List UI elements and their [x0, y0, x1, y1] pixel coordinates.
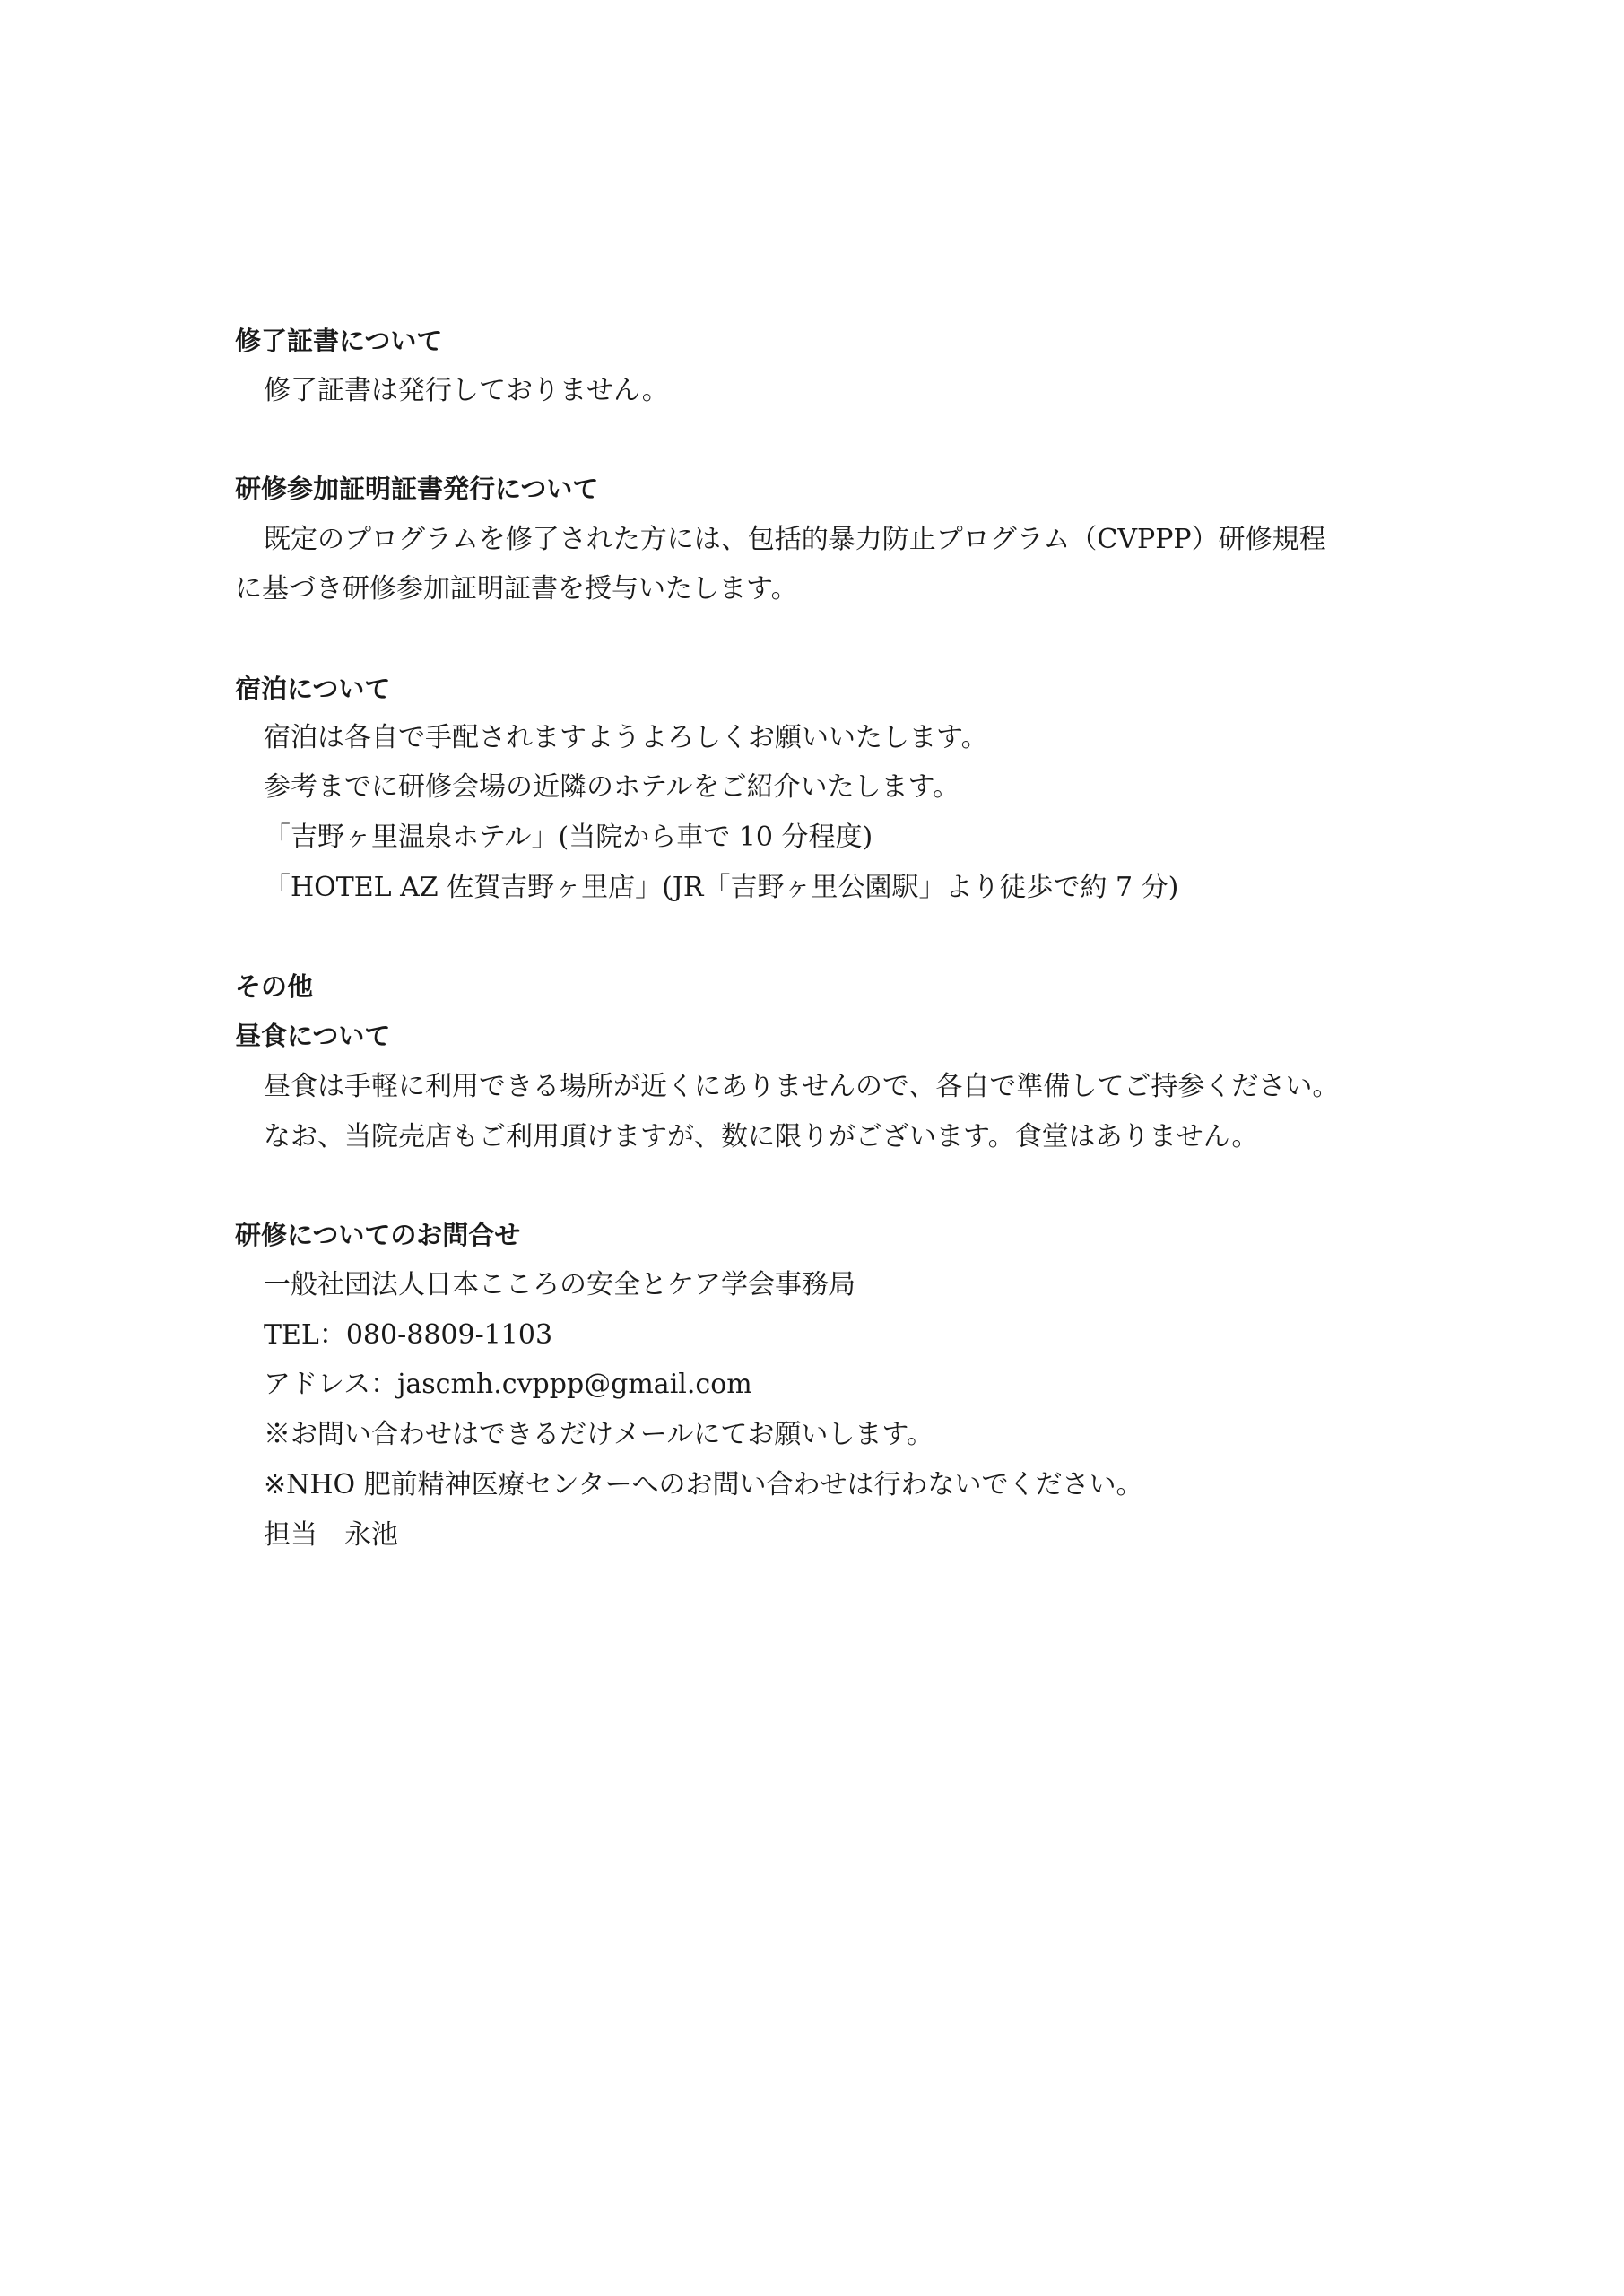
participation-heading: 研修参加証明証書発行について — [235, 474, 599, 504]
participation-text-line: 既定のプログラムを修了された方には、包括的暴力防止プログラム（CVPPP）研修規程 — [264, 524, 1326, 555]
certificate-heading: 修了証書について — [235, 326, 443, 356]
contact-person: 担当 永池 — [264, 1519, 398, 1551]
other-heading: その他 — [235, 971, 314, 1002]
contact-note-line: ※NHO 肥前精神医療センターへのお問い合わせは行わないでください。 — [264, 1469, 1143, 1500]
contact-email: アドレス：jascmh.cvppp@gmail.com — [264, 1369, 752, 1400]
participation-text-line: に基づき研修参加証明証書を授与いたします。 — [235, 573, 798, 604]
contact-organization: 一般社団法人日本こころの安全とケア学会事務局 — [264, 1269, 855, 1300]
contact-note-line: ※お問い合わせはできるだけメールにてお願いします。 — [264, 1419, 934, 1450]
contact-heading: 研修についてのお問合せ — [235, 1220, 521, 1250]
lodging-text-line: 宿泊は各自で手配されますようよろしくお願いいたします。 — [264, 722, 988, 753]
lodging-hotel-line: 「HOTEL AZ 佐賀吉野ヶ里店」(JR「吉野ヶ里公園駅」より徒歩で約 7 分) — [264, 872, 1179, 903]
certificate-text-line: 修了証書は発行しておりません。 — [264, 375, 669, 406]
contact-phone: TEL：080-8809-1103 — [264, 1319, 553, 1351]
lodging-heading: 宿泊について — [235, 674, 391, 704]
lunch-text-line: 昼食は手軽に利用できる場所が近くにありませんので、各自で準備してご持参ください。 — [264, 1071, 1340, 1102]
lodging-hotel-line: 「吉野ヶ里温泉ホテル」(当院から車で 10 分程度) — [264, 822, 873, 853]
lunch-text-line: なお、当院売店もご利用頂けますが、数に限りがございます。食堂はありません。 — [264, 1121, 1259, 1152]
lunch-heading: 昼食について — [235, 1021, 391, 1051]
lodging-text-line: 参考までに研修会場の近隣のホテルをご紹介いたします。 — [264, 771, 960, 803]
